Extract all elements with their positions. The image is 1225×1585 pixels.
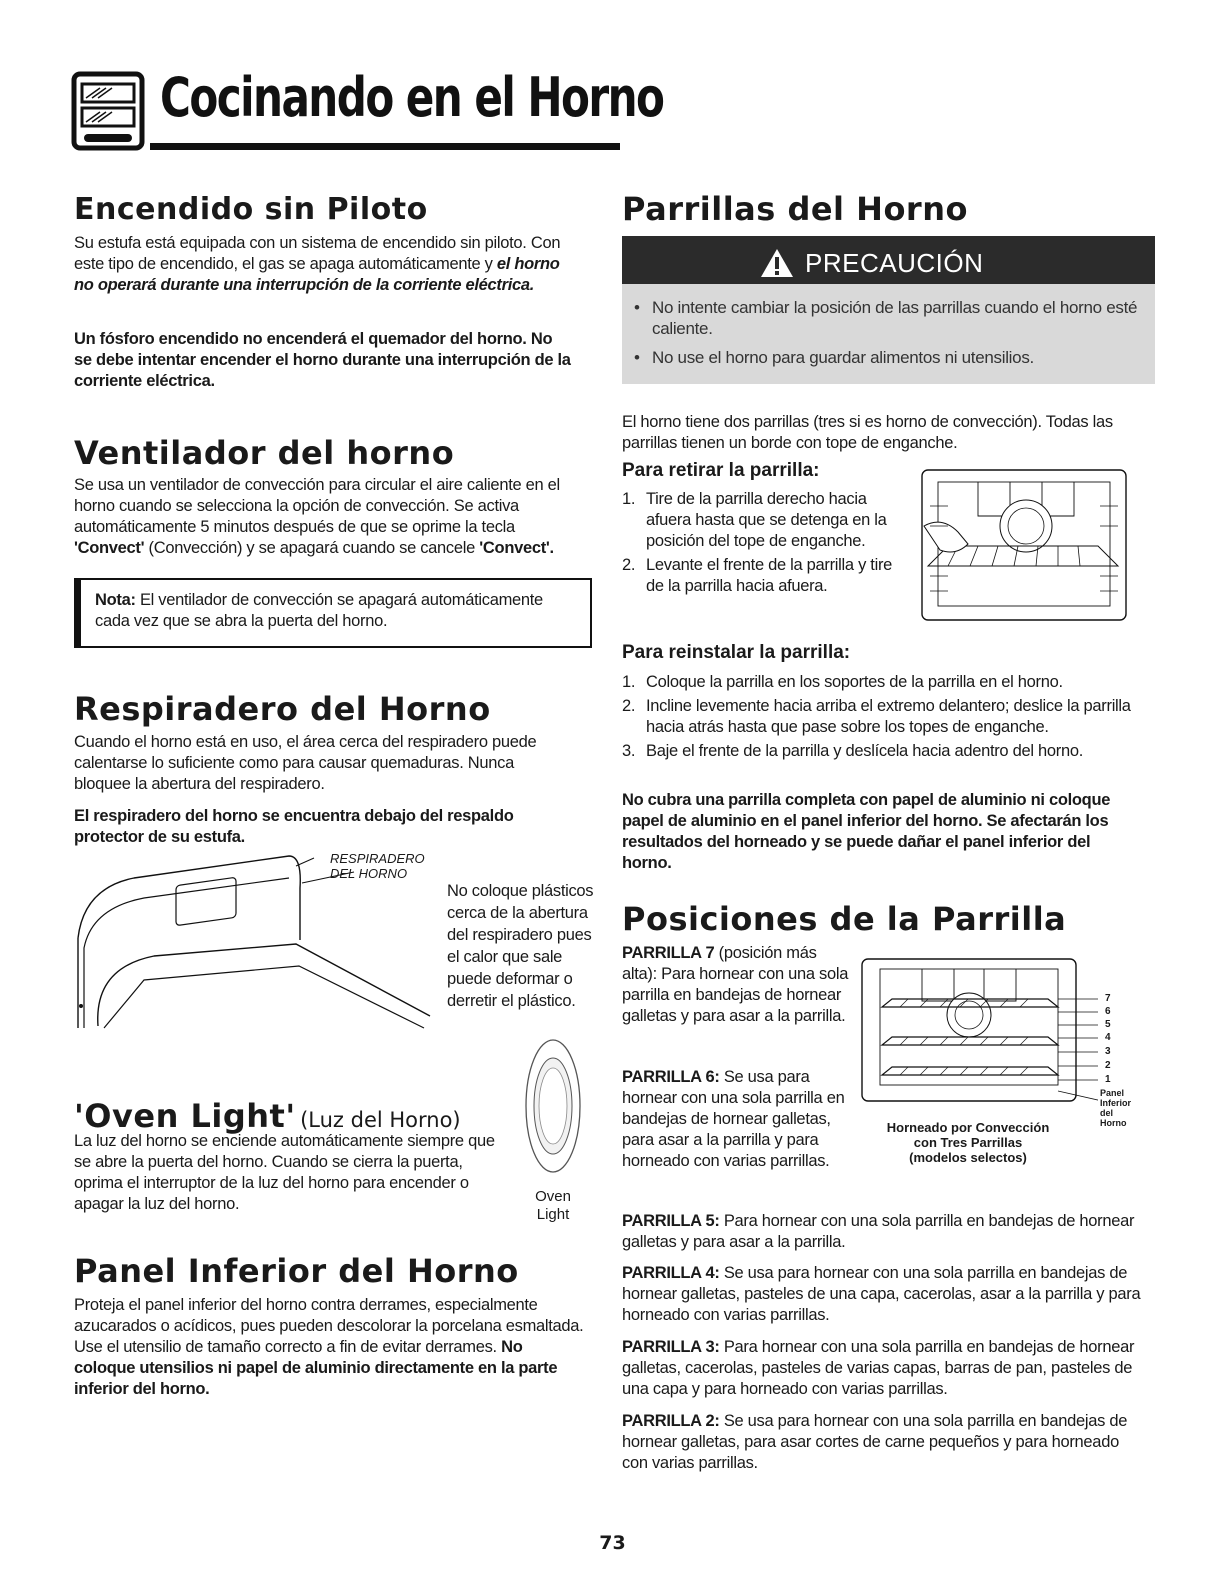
- reinstalar-step-2-text: Incline levemente hacia arriba el extremo delantero; deslice la parrilla hacia atrás hasta que pase sobre los topes de enganche.: [646, 697, 1131, 736]
- page-number: 73: [599, 1532, 626, 1554]
- panel-label-line3: del: [1100, 1108, 1114, 1118]
- caution-item-1: • No intente cambiar la posición de las parrillas cuando el horno esté caliente.: [634, 298, 1138, 338]
- rack-figure-caption: [858, 1120, 1078, 1165]
- rack-4-label: PARRILLA 4:: [622, 1264, 720, 1282]
- note-body: El ventilador de convección se apagará automáticamente cada vez que se abra la puerta del horno.: [95, 591, 543, 630]
- caution-list: [630, 297, 1148, 368]
- panel-label-line2: Inferior: [1100, 1098, 1132, 1108]
- rack-number-7: 7: [1105, 993, 1111, 1004]
- panel-warning: No coloque utensilios ni papel de aluminio directamente en la parte inferior del horno.: [74, 1338, 558, 1398]
- rack-number-5: 5: [1105, 1019, 1111, 1030]
- rack-5-label: PARRILLA 5:: [622, 1212, 720, 1230]
- encendido-emphasis: el horno no operará durante una interrupción de la corriente eléctrica.: [74, 255, 560, 294]
- panel-label-line4: Horno: [1100, 1118, 1127, 1128]
- convect-key-label-2: 'Convect'.: [479, 539, 554, 557]
- rack-2-text: Se usa para hornear con una sola parrilla en bandejas de hornear galletas, para asar cortes de carne pequeños y para horneado con varias parrillas.: [622, 1412, 1128, 1472]
- rack-3-text: Para hornear con una sola parrilla en bandejas de hornear galletas, cacerolas, pasteles de varias capas, barras de pan, pasteles de una capa y para horneado con varias parrillas.: [622, 1338, 1135, 1398]
- rack-caption-line2: con Tres Parrillas: [913, 1135, 1023, 1150]
- parrillas-intro: El horno tiene dos parrillas (tres si es horno de convección). Todas las parrillas tienen un borde con tope de enganche.: [622, 413, 1113, 452]
- rack-7-text: (posición más alta): Para hornear con una sola parrilla en bandejas de hornear galletas y para asar a la parrilla.: [622, 944, 849, 1025]
- encendido-paragraph: [74, 233, 574, 296]
- oven-light-caption-line1: Oven: [535, 1188, 571, 1205]
- rack-caption-line3: (modelos selectos): [909, 1150, 1027, 1165]
- oven-light-caption-line2: Light: [536, 1206, 570, 1223]
- rack-2-label: PARRILLA 2:: [622, 1412, 720, 1430]
- oven-light-button-illustration: [524, 1038, 582, 1174]
- section-title-panel: Panel Inferior del Horno: [74, 1252, 519, 1290]
- caution-item-2: • No use el horno para guardar alimentos ni utensilios.: [634, 348, 1034, 367]
- oven-light-title: 'Oven Light': [74, 1097, 296, 1135]
- oven-light-subtitle: (Luz del Horno): [300, 1108, 461, 1132]
- convect-key-label: 'Convect': [74, 539, 145, 557]
- oven-light-button-caption: [528, 1188, 578, 1224]
- reinstalar-step-3-text: Baje el frente de la parrilla y deslícela hacia adentro del horno.: [646, 742, 1083, 760]
- rack-7-description: [622, 943, 850, 1027]
- retirar-steps: [622, 489, 907, 600]
- page-title: Cocinando en el Horno: [160, 66, 664, 129]
- caution-title: PRECAUCIÓN: [805, 248, 984, 278]
- retirar-title: Para retirar la parrilla:: [622, 460, 820, 481]
- section-title-posiciones: Posiciones de la Parrilla: [622, 900, 1067, 938]
- rack-5-text: Para hornear con una sola parrilla en bandejas de hornear galletas y para asar a la parrilla.: [622, 1212, 1135, 1251]
- retirar-step-1-text: Tire de la parrilla derecho hacia afuera hasta que se detenga en la posición del tope de enganche.: [646, 490, 887, 550]
- ventilador-paragraph: [74, 475, 584, 559]
- respiradero-location: El respiradero del horno se encuentra debajo del respaldo protector de su estufa.: [74, 807, 514, 846]
- warning-triangle-icon: [760, 248, 794, 278]
- rack-number-3: 3: [1105, 1046, 1111, 1057]
- rack-positions-illustration: [858, 955, 1098, 1115]
- reinstalar-step-1-text: Coloque la parrilla en los soportes de la parrilla en el horno.: [646, 673, 1063, 691]
- panel-inferior-label: [1100, 1088, 1131, 1128]
- encendido-warning: Un fósforo encendido no encenderá el quemador del horno. No se debe intentar encender el horno durante una interrupción de la corriente eléctrica.: [74, 330, 571, 390]
- foil-warning: No cubra una parrilla completa con papel de aluminio ni coloque papel de aluminio en el panel inferior del horno. Se afectarán los resultados del horneado y se puede dañar el panel inferior del horno.: [622, 791, 1111, 872]
- reinstalar-steps: [622, 672, 1147, 765]
- panel-paragraph: [74, 1295, 584, 1400]
- rack-3-description: [622, 1337, 1147, 1400]
- encendido-text: Su estufa está equipada con un sistema de encendido sin piloto. Con este tipo de encendido, el gas se apaga automáticamente y: [74, 234, 561, 273]
- note-label: Nota:: [95, 591, 136, 609]
- panel-label-line1: Panel: [1100, 1088, 1125, 1098]
- section-title-encendido: Encendido sin Piloto: [74, 192, 428, 227]
- oven-icon: [70, 68, 148, 156]
- title-underline: [150, 143, 620, 150]
- rack-6-text: Se usa para hornear con una sola parrilla en bandejas de hornear galletas, para asar a la parrilla y para horneado con varias parrillas.: [622, 1068, 845, 1170]
- section-title-ventilador: Ventilador del horno: [74, 434, 455, 472]
- vent-label-line1: RESPIRADERO: [330, 851, 425, 866]
- rack-7-label: PARRILLA 7: [622, 944, 715, 962]
- reinstalar-step-1: 1. Coloque la parrilla en los soportes de la parrilla en el horno.: [622, 673, 1063, 691]
- note-text: [95, 590, 580, 632]
- vent-side-note: No coloque plásticos cerca de la abertura del respiradero pues el calor que sale puede deformar o derretir el plástico.: [447, 882, 594, 1010]
- reinstalar-step-3: 3. Baje el frente de la parrilla y deslícela hacia adentro del horno.: [622, 742, 1083, 760]
- rack-number-2: 2: [1105, 1060, 1111, 1071]
- respiradero-paragraph: Cuando el horno está en uso, el área cerca del respiradero puede calentarse lo suficiente como para causar quemaduras. Nunca bloquee la abertura del respiradero.: [74, 733, 537, 793]
- retirar-step-2: 2. Levante el frente de la parrilla y tire de la parrilla hacia afuera.: [622, 556, 893, 595]
- retirar-step-2-text: Levante el frente de la parrilla y tire de la parrilla hacia afuera.: [646, 556, 893, 595]
- section-title-parrillas: Parrillas del Horno: [622, 190, 968, 228]
- rack-number-6: 6: [1105, 1006, 1111, 1017]
- section-title-respiradero: Respiradero del Horno: [74, 690, 491, 728]
- ventilador-text: Se usa un ventilador de convección para circular el aire caliente en el horno cuando se selecciona la opción de convección. Se activa automáticamente 5 minutos después de que se oprime la tecla: [74, 476, 560, 536]
- oven-light-heading: [74, 1097, 461, 1135]
- caution-item-2-text: No use el horno para guardar alimentos ni utensilios.: [652, 348, 1034, 367]
- reinstalar-step-2: 2. Incline levemente hacia arriba el extremo delantero; deslice la parrilla hacia atrás hasta que pase sobre los topes de enganche.: [622, 697, 1131, 736]
- rack-2-description: [622, 1411, 1147, 1474]
- rack-6-label: PARRILLA 6:: [622, 1068, 720, 1086]
- rack-6-description: [622, 1067, 850, 1172]
- rack-caption-line1: Horneado por Convección: [886, 1120, 1050, 1135]
- vent-label: [330, 851, 425, 881]
- rack-number-1: 1: [1105, 1074, 1111, 1085]
- caution-item-1-text: No intente cambiar la posición de las parrillas cuando el horno esté caliente.: [652, 298, 1138, 338]
- vent-label-line2: DEL HORNO: [330, 866, 408, 881]
- rack-5-description: [622, 1211, 1142, 1253]
- oven-light-paragraph: La luz del horno se enciende automáticamente siempre que se abre la puerta del horno. Cuando se cierra la puerta, oprima el interruptor de la luz del horno para encender o apagar la luz del horno.: [74, 1132, 495, 1213]
- rack-number-4: 4: [1105, 1032, 1111, 1043]
- retirar-step-1: 1. Tire de la parrilla derecho hacia afuera hasta que se detenga en la posición del tope de enganche.: [622, 490, 887, 550]
- panel-text: Proteja el panel inferior del horno contra derrames, especialmente azucarados o acídicos, pues pueden descolorar la porcelana esmaltada. Use el utensilio de tamaño correcto a fin de evitar derrames.: [74, 1296, 584, 1356]
- rack-removal-illustration: [918, 466, 1130, 626]
- rack-3-label: PARRILLA 3:: [622, 1338, 720, 1356]
- ventilador-text-2: (Convección) y se apagará cuando se cancele: [144, 539, 480, 557]
- reinstalar-title: Para reinstalar la parrilla:: [622, 642, 851, 663]
- rack-4-description: [622, 1263, 1147, 1326]
- rack-4-text: Se usa para hornear con una sola parrilla en bandejas de hornear galletas, pasteles de una capa, cacerolas, asar a la parrilla y para horneado con varias parrillas.: [622, 1264, 1141, 1324]
